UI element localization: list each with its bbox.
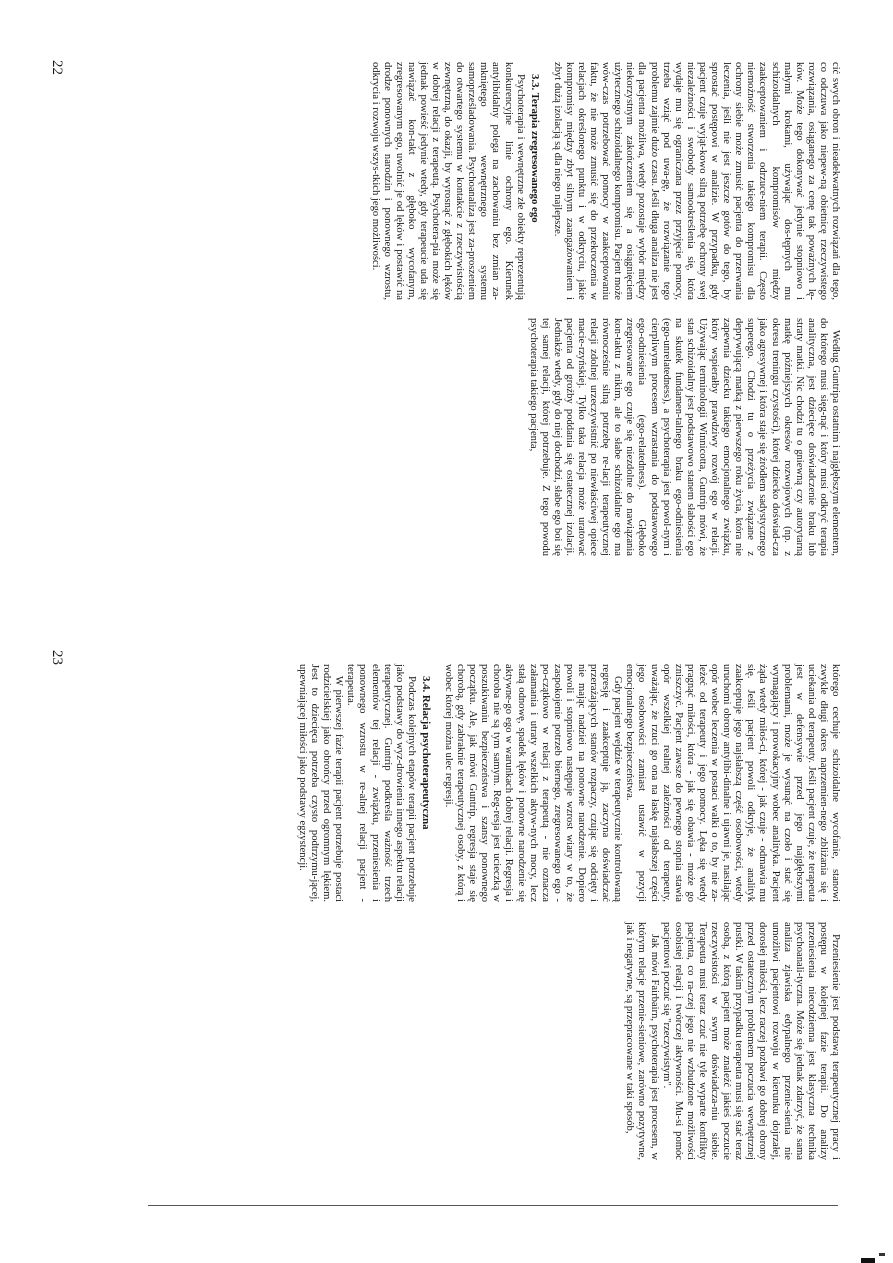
page-number: 23 xyxy=(49,650,65,665)
paragraph: Psychoterapia i wewnętrzne złe obiekty reprezentują konkurencyjne linie ochrony ego. Kierunek antylibidalny polega na zachowaniu bez zmian za-mkniętego wewnętrznego systemu samoprześladowania. Psychoanaliza jest za-proszeniem do otwartego systemu w kontakcie z rzeczywistością zewnętrzną, do okazji, by wyrosnąć z głębokich lęków w dobrej relacji z terapeutą. Psychotera-pia może się jednak powieść jedynie wtedy, gdy terapeucie uda się nawiązać kon-takt z głęboko wycofanym, zregresowanym ego, uwolnić je od lęków i postawić na drodze ponownych narodzin i ponownego wzrostu, odkrycia i rozwoju wszys-tkich jego możliwości. xyxy=(369,62,526,300)
right-page-column-1 xyxy=(296,664,841,902)
paragraph: Gdy pacjent wejdzie w terapeutycznie kontrolowaną regresję i zaakceptuje ją, zaczyna doświadczać przerażających stanów rozpaczy, czując się odcięty i nie mając nadziei na ponowne narodzenie. Dopiero powoli i stopniowo następuje wzrost wiary w to, że zaspokojenie potrzeb biernego, zregresowanego ego - po-czątkowo w relacji z terapeutą - nie oznacza załamania i utraty wszelkich aktyw-nych mocy, lecz stałą odnowę, spadek lęków i ponowne narodzenie się aktywne-go ego w warunkach dobrej relacji. Regresja i choroba nie są tym samym. Reg-resja jest ucieczką w poszukiwaniu bezpieczeństwa i szansy ponownego początku. Ale, jak mówi Guntrip, regresja staje się chorobą, gdy zabraknie terapeutycznej osoby, z którą i wobec której można ulec regresji. xyxy=(443,664,624,902)
scan-edge-mark xyxy=(879,1253,885,1256)
paragraph: Jak mówi Fairbairn, psychoterapia jest procesem, w którym relacje przenie-sieniowe, zarówno pozytywne, jak i negatywne, są przepracowane w taki sposób, xyxy=(624,922,660,1160)
paragraph: W pierwszej fazie terapii pacjent potrzebuje postaci rodzicielskiej jako obrońcy przed ogromnym lękiem. Jest to dziecięca potrzeba czysto podtrzymu-jącej, upewniającej miłości jako podstawy egzystencji. xyxy=(296,664,345,902)
scan-edge-mark xyxy=(861,1258,875,1263)
left-page-column-2 xyxy=(527,318,841,556)
right-page-column-2 xyxy=(623,922,841,1160)
paragraph: cić swych obron i nieadekwatnych rozwiązań dla tego, co odczuwa jako niepew-ną obietnicę rzeczywistego rozwiązania, osiąganego za cenę tak poważnych lę-ków. Może tego dokonywać jedynie stopniowo i małymi krokami, używając dos-tępnych mu schizoidalnych kompromisów między zaakceptowaniem i odrzuce-niem terapii. Często niemożność stworzenia takiego kompromisu dla ochrony siebie może zmusić pacjenta do przerwania leczenia, jeśli nie jest jeszcze gotów do tego, by sprostać postępowi w analizie. W przypadku, gdy pacjent czuje wyjąt-kowo silną potrzebę ochrony swej niezależności i swobody samookreślenia się, która wydaje mu się ograniczana przez przyjęcie pomocy, trzeba wziąć pod uwa-gę, że rozwiązanie tego problemu zajmie dużo czasu. Jeśli długa analiza nie jest dla pacjenta możliwa, wtedy pozostaje wybór między niekorzystnym zakończeniem się a osiągnięciem użytecznego schizoidalnego kompromisu. Pacjent może wów-czas potrzebować pomocy w zaakceptowaniu faktu, że nie może zmusić się do przekroczenia w relacjach określonego punktu i w odkryciu, jakie kompromisy między zbyt silnym zaangażowaniem i zbyt dużą izolacją są dla niego najlepsze. xyxy=(551,62,841,300)
left-page-column-1 xyxy=(368,62,841,300)
paragraph: Podczas kolejnych etapów terapii pacjent potrzebuje jako podstawy do wyz-drowienia innego aspektu relacji terapeutycznej. Guntrip podkreśla ważność trzech elementów tej relacji - związku, przeniesienia i ponownego wzrostu w re-alnej relacji pacjent - terapeuta. xyxy=(345,664,417,902)
section-heading: 3.4. Relacja psychoterapeutyczna xyxy=(419,676,432,830)
paragraph: Według Guntripa ostatnim i najgłębszym elementem, do którego musi sięg-nąć i który musi odkryć terapia analityczna, jest dziecięce doświadczenie braku lub straty matki. Nic chodzi tu o gniewną czy autorytarną matkę późniejszych okresów rozwojowych (np. z okresu treningu czystości), której dziecko doświad-cza jako agresywnej i która staje się źródłem sadystycznego superego. Chodzi tu o przeżycia związane z deprywującą matką z pierwszego roku życia, która nie zapewnia dziecku takiego emocjonalnego związku, który wspierałby prawdziwy rozwój ego w relacji. Używając terminologii Winnicotta, Guntrip mówi, że stan schizoidalny jest podstawowo stanem słabości ego na skutek fundamen-talnego braku ego-odniesienia (ego-unrelatedness), a psychoterapia jest powol-nym i cierpliwym procesem wzrastania do podstawowego ego-odniesienia (ego-relatedness). Głęboko zregresowane ego czuje się niezdolne do nawiązania kon-taktu z nikim, ale to słabe schizoidalne ego ma równocześnie silną potrzebę re-lacji terapeutycznej relacji zdolnej urzeczywistnić po niewłaściwej opiece macie-rzyńskiej. Tylko taka relacja może uratować pacjenta od groźby poddania się ostatecznej izolacji. Jednakże wtedy, gdy do niej dochodzi, słabe ego boi się tej samej relacji, której potrzebuje. Z tego powodu psychoterapia takiego pacjenta, xyxy=(527,318,841,556)
section-heading: 3.3. Terapia zregresowanego ego xyxy=(528,74,541,223)
page-edge-line xyxy=(148,1205,838,1206)
paragraph: Przeniesienie jest podstawą terapeutycznej pracy i postępu w kolejnej fazie terapii. Do analizy przeniesienia niecodzienna jest klasyczna technika psychoanali-tyczna. Może się jednak zdarzyć, że sama analiza zjawiska edypalnego przenie-sienia nie umożliwi pacjentowi rozwoju w kierunku dojrzałej, dorosłej miłości, lecz raczej pozbawi go dobrej obrony przed ostatecznym problemem poczucia wewnętrznej pustki. W takim przypadku terapeuta musi się stać teraz osobą, z którą pacjent może znaleźć jakieś poczucie rzeczywistości w swym doświadcza-niu siebie. Terapeuta musi teraz czuć nie tyle wyparte konflikty pacjenta, co ra-czej jego nie wzbudzone możliwości osobistej relacji i twórczej aktywności. Mu-si pomóc pacjentowi poczuć się "rzeczywistym". xyxy=(660,922,841,1160)
paragraph: którego cechuje schizoidalne wycofanie, stanowi zwykle długi okres naprzemien-nego zbliżania się i uciekania od terapeuty. Jeśli pacjent czuje, że terapeuta jest w defensywie przed jego najgłębszymi problemami, może je wysunąć na czoło i stać się wymagający i prowokacyjny wobec analityka. Pacjent żąda wtedy miłoś-ci, której - jak czuje - odmawia mu się. Jeśli pacjent powoli odkryje, że analityk zaakceptuje jego najsłabszą część osobowości, wtedy uruchomi obrony antylibi-dinalne i ujawni je, nasilając opór wobec leczenia w postaci walki o to, by nie za-leżeć od terapeuty i jego pomocy. Lęka się wtedy pragnąć miłości, która - jak się obawia - może go zniszczyć. Pacjent zawsze do pewnego stopnia stawia opór wszelkiej realnej zależności od terapeuty, uważając, że rzuci go ona na łaskę najsłabszej części jego osobowości zamiast ustawić w pozycji emocjonalnego bezpieczeństwa. xyxy=(624,664,841,902)
right-page xyxy=(0,632,893,1263)
page-number: 22 xyxy=(49,60,65,75)
